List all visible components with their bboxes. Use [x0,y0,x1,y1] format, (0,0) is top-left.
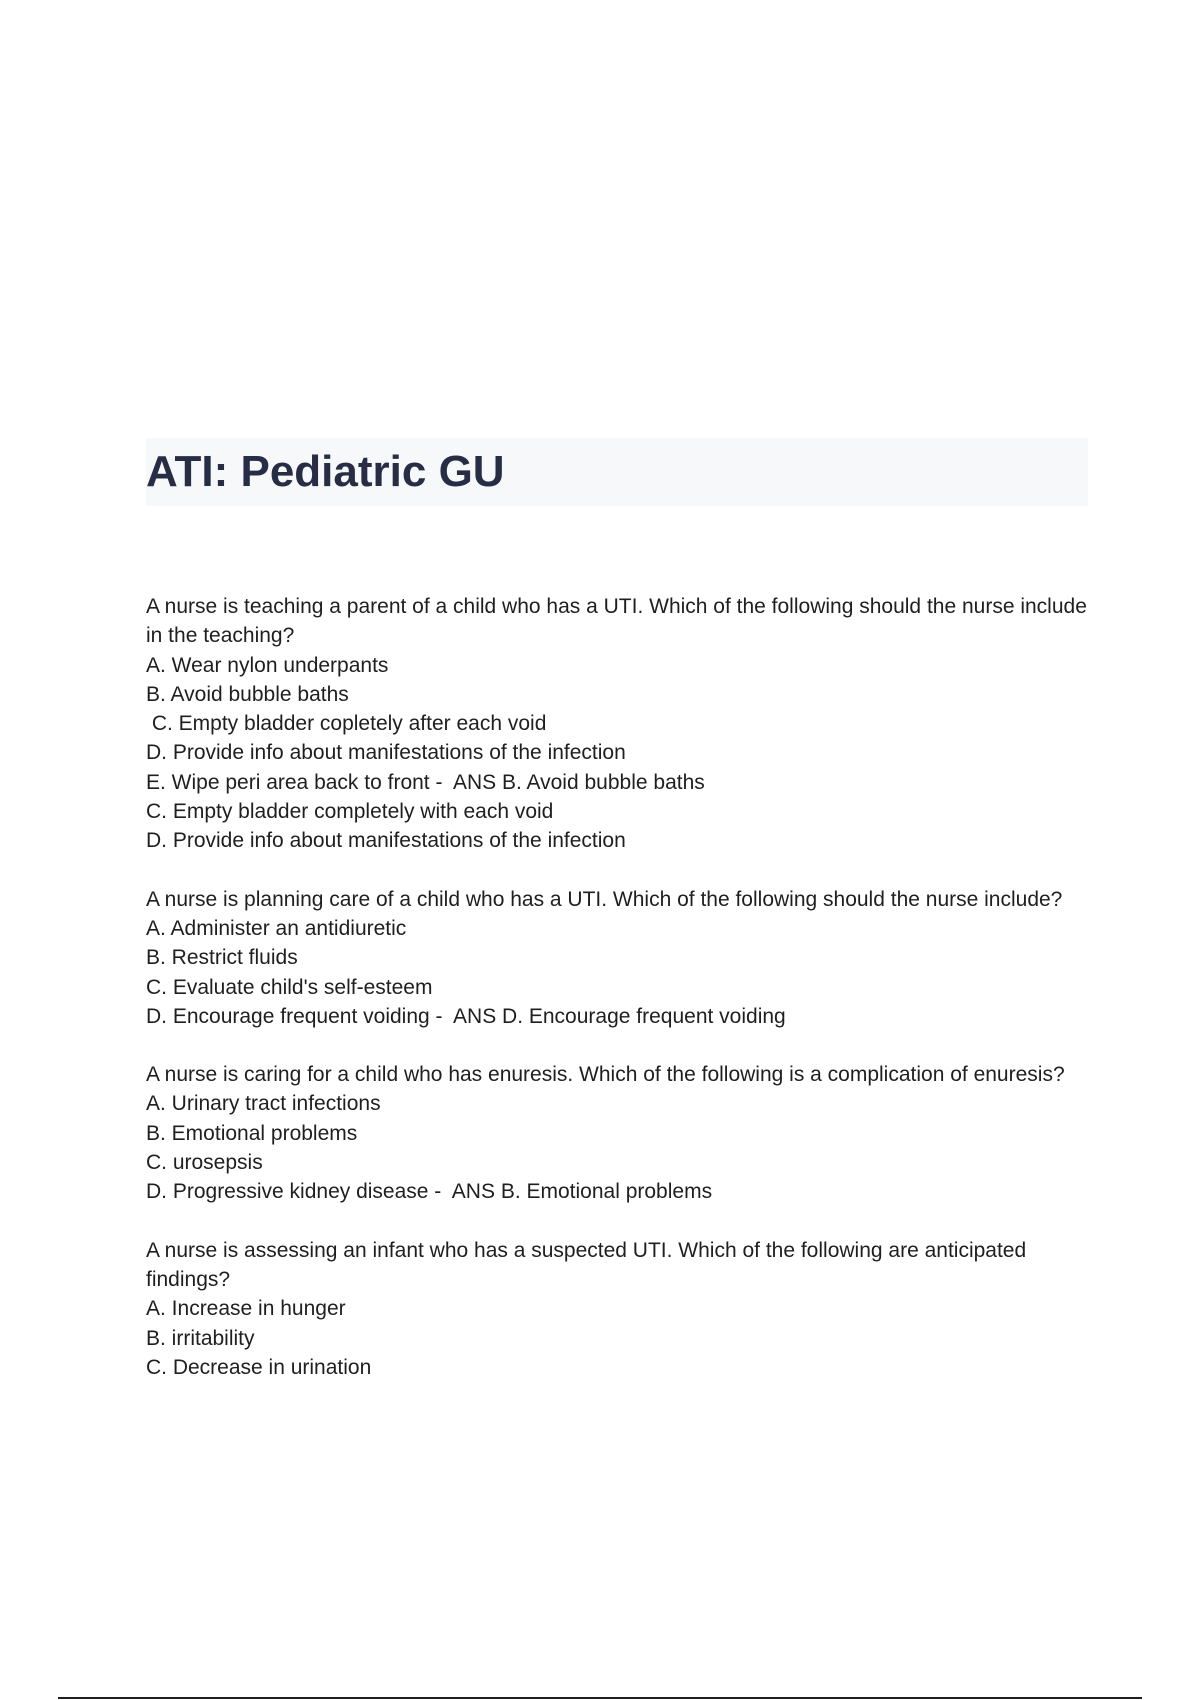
answer-option: A. Urinary tract infections [146,1092,381,1116]
answer-option: C. urosepsis [146,1151,263,1175]
question-block [146,1236,1088,1382]
answer-option: D. Encourage frequent voiding - ANS D. Encourage frequent voiding [146,1004,786,1028]
question-block [146,1060,1088,1206]
page-title: ATI: Pediatric GU [146,447,505,496]
title-band [146,438,1088,506]
answer-option: C. Empty bladder completely with each void [146,800,554,824]
question-list [146,592,1088,1411]
answer-option: C. Decrease in urination [146,1355,372,1379]
answer-option: D. Provide info about manifestations of the infection [146,829,626,853]
answer-option: D. Progressive kidney disease - ANS B. Emotional problems [146,1180,713,1204]
answer-option: B. Restrict fluids [146,946,298,970]
question-text: A nurse is assessing an infant who has a suspected UTI. Which of the following are anticipated findings? [146,1238,1027,1291]
footer-divider [58,1697,1142,1699]
question-block [146,592,1088,856]
answer-option: B. Avoid bubble baths [146,682,349,706]
answer-option: C. Evaluate child's self-esteem [146,975,433,999]
answer-option: C. Empty bladder copletely after each void [146,712,547,736]
question-text: A nurse is teaching a parent of a child who has a UTI. Which of the following should the nurse include in the teaching? [146,595,1087,648]
answer-option: E. Wipe peri area back to front - ANS B. Avoid bubble baths [146,770,705,794]
answer-option: A. Administer an antidiuretic [146,916,407,940]
question-text: A nurse is planning care of a child who has a UTI. Which of the following should the nurse include? [146,887,1063,911]
answer-option: A. Wear nylon underpants [146,653,389,677]
question-block [146,885,1088,1031]
answer-option: A. Increase in hunger [146,1297,346,1321]
answer-option: B. irritability [146,1326,255,1350]
question-text: A nurse is caring for a child who has enuresis. Which of the following is a complication of enuresis? [146,1063,1065,1087]
answer-option: B. Emotional problems [146,1121,358,1145]
answer-option: D. Provide info about manifestations of the infection [146,741,626,765]
